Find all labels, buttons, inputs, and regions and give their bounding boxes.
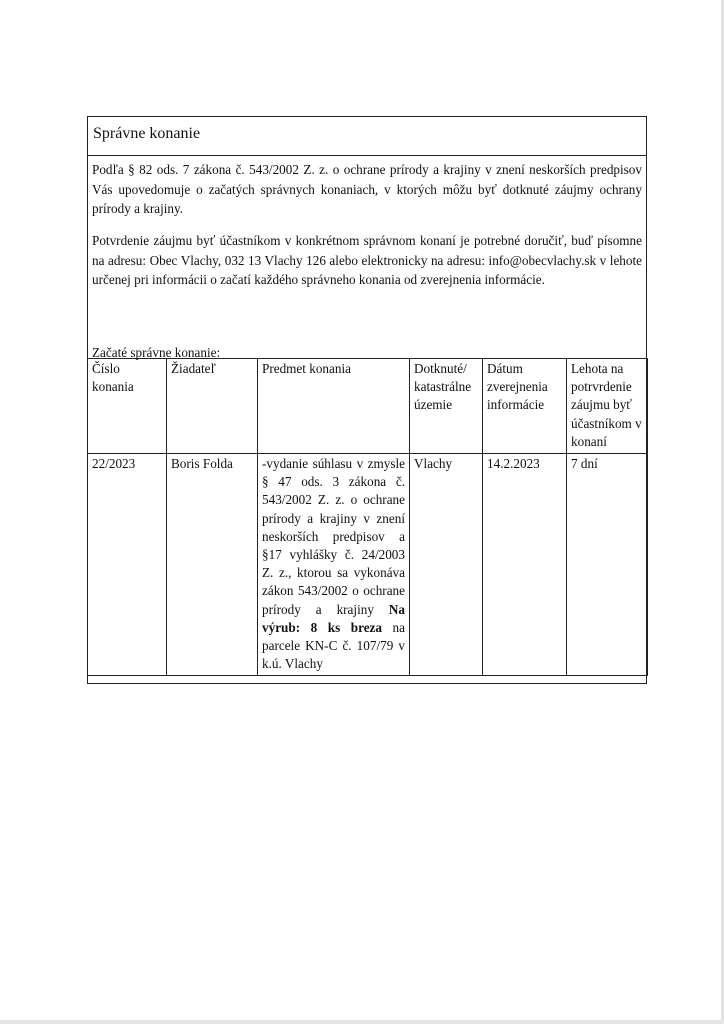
header-applicant: Žiadateľ [167, 359, 258, 454]
subject-bold: Na výrub: 8 ks breza [262, 601, 406, 635]
subject-text: -vydanie súhlasu v zmysle § 47 ods. 3 zákona č. 543/2002 Z. z. o ochrane prírody a krajiny v znení neskorších predpisov a §17 vyhlášky č. 24/2003 Z. z., ktorou sa vykonáva zákon 543/2002 o ochrane prírody a krajiny [262, 456, 405, 617]
header-case-number: Číslo konania [88, 359, 167, 454]
header-deadline: Lehota na potrvrdenie záujmu byť účastníkom v konaní [567, 359, 648, 454]
cell-published: 14.2.2023 [483, 454, 567, 676]
header-published: Dátum zverejnenia informácie [483, 359, 567, 454]
cell-subject [258, 454, 410, 676]
paragraph-legal-basis: Podľa § 82 ods. 7 zákona č. 543/2002 Z. z. o ochrane prírody a krajiny v znení neskorších predpisov Vás upovedomuje o začatých správnych konaniach, v ktorých môžu byť dotknuté záujmy ochrany prírody a krajiny. [92, 162, 642, 216]
title-row [88, 117, 646, 156]
table-row [88, 454, 648, 676]
header-territory: Dotknuté/ katastrálne územie [410, 359, 483, 454]
table-header-row [88, 359, 648, 454]
paragraph-confirmation: Potvrdenie záujmu byť účastníkom v konkrétnom správnom konaní je potrebné doručiť, buď písomne na adresu: Obec Vlachy, 032 13 Vlachy 126 alebo elektronicky na adresu: info@obecvlachy.sk v lehote určenej pri informácii o začatí každého správneho konania od zverejnenia informácie. [92, 233, 642, 287]
document-title: Správne konanie [93, 125, 201, 142]
cell-applicant: Boris Folda [167, 454, 258, 676]
notice-frame [87, 116, 647, 684]
cell-deadline: 7 dní [567, 454, 648, 676]
proceedings-table [87, 358, 648, 676]
cell-territory: Vlachy [410, 454, 483, 676]
header-subject: Predmet konania [258, 359, 410, 454]
subject-tail: na parcele KN-C č. 107/79 v k.ú. Vlachy [262, 619, 405, 672]
cell-case-number: 22/2023 [88, 454, 167, 676]
table-caption: Začaté správne konanie: [92, 345, 221, 360]
scan-edge-bottom [0, 1020, 724, 1024]
